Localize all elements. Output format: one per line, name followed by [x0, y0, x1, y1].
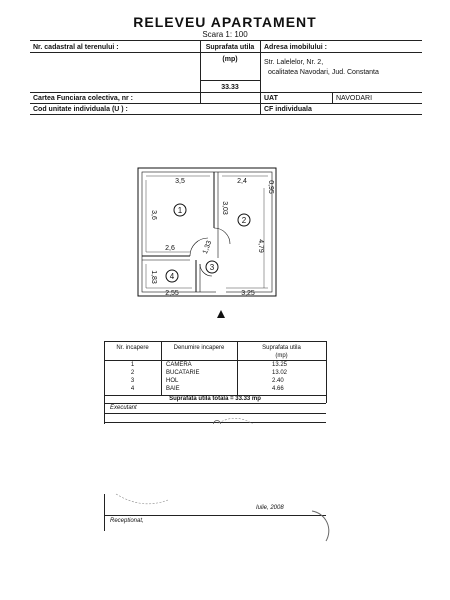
table-border	[104, 515, 326, 516]
suprafata-label: Suprafata utila	[205, 44, 255, 51]
stamp-fragment	[300, 505, 340, 545]
table-border	[30, 114, 422, 115]
outer-wall-inner	[142, 172, 272, 292]
col-header-area: Suprafata utila	[262, 345, 301, 351]
carte-funciara-label: Cartea Funciara colectiva, nr :	[33, 95, 133, 102]
dim-label: 2,4	[237, 178, 247, 185]
dim-label: 0,95	[267, 180, 274, 194]
table-cell: 1	[130, 362, 135, 368]
uat-label: UAT	[264, 95, 278, 102]
table-cell: 3	[130, 378, 135, 384]
suprafata-value: 33.33	[221, 84, 239, 91]
table-border	[200, 80, 260, 81]
receptionat-label: Receptionat,	[110, 518, 144, 524]
dim-label: 3,03	[221, 201, 228, 215]
col-header-name: Denumire incapere	[173, 345, 225, 351]
table-cell: BUCATARIE	[166, 370, 200, 376]
table-cell: HOL	[166, 378, 179, 384]
dim-label: 3,25	[241, 290, 255, 297]
suprafata-unit: (mp)	[222, 56, 238, 63]
redacted-area	[104, 424, 324, 494]
table-border	[260, 40, 261, 114]
dim-label: 2,6	[165, 245, 175, 252]
room-number: 4	[169, 272, 175, 281]
table-cell: CAMERA	[166, 362, 192, 368]
adresa-line2: ocalitatea Navodari, Jud. Constanta	[268, 69, 379, 76]
room-number: 1	[177, 206, 183, 215]
cf-label: CF individuala	[264, 106, 312, 113]
table-border	[30, 92, 422, 93]
executant-label: Executant	[110, 405, 137, 411]
table-cell: 2	[130, 370, 135, 376]
dim-label: 1,83	[150, 270, 157, 284]
table-border	[326, 341, 327, 403]
adresa-label: Adresa imobilului :	[264, 44, 328, 51]
dim-label: 4,79	[257, 239, 264, 253]
door-arc-2	[214, 228, 230, 244]
dim-label: 1,33	[201, 239, 214, 256]
cod-unitate-label: Cod unitate individuala (U ) :	[33, 106, 128, 113]
scale-label: Scara 1: 100	[202, 30, 248, 39]
table-border	[104, 341, 326, 342]
stamp-fragment	[112, 492, 172, 512]
total-area: Suprafata utila totala = 33.33 mp	[169, 396, 261, 402]
room-number: 2	[241, 216, 247, 225]
table-border	[332, 92, 333, 103]
table-border	[30, 52, 422, 53]
date-label: Iulie, 2008	[256, 505, 284, 511]
entrance-arrow-icon	[217, 310, 225, 318]
table-cell: 4.66	[272, 386, 284, 392]
dim-label: 3,5	[175, 178, 185, 185]
adresa-line1: Str. Lalelelor, Nr. 2,	[264, 59, 324, 66]
table-border	[30, 40, 422, 41]
uat-value: NAVODARI	[336, 95, 373, 102]
col-header-area-unit: (mp)	[275, 353, 288, 359]
table-cell: 2.40	[272, 378, 284, 384]
table-cell: 13.25	[272, 362, 288, 368]
nr-cadastral-label: Nr. cadastral al terenului :	[33, 44, 119, 51]
dim-label: 3,6	[150, 210, 157, 220]
page-title: RELEVEU APARTAMENT	[133, 14, 317, 30]
table-cell: 4	[130, 386, 135, 392]
col-header-nr: Nr. incapere	[116, 345, 149, 351]
room-number: 3	[209, 263, 215, 272]
table-cell: BAIE	[166, 386, 180, 392]
floor-plan	[130, 160, 290, 325]
dim-label: 2,55	[165, 290, 179, 297]
outer-wall	[138, 168, 276, 296]
table-border	[30, 103, 422, 104]
table-border	[104, 403, 326, 404]
table-cell: 13.02	[272, 370, 288, 376]
